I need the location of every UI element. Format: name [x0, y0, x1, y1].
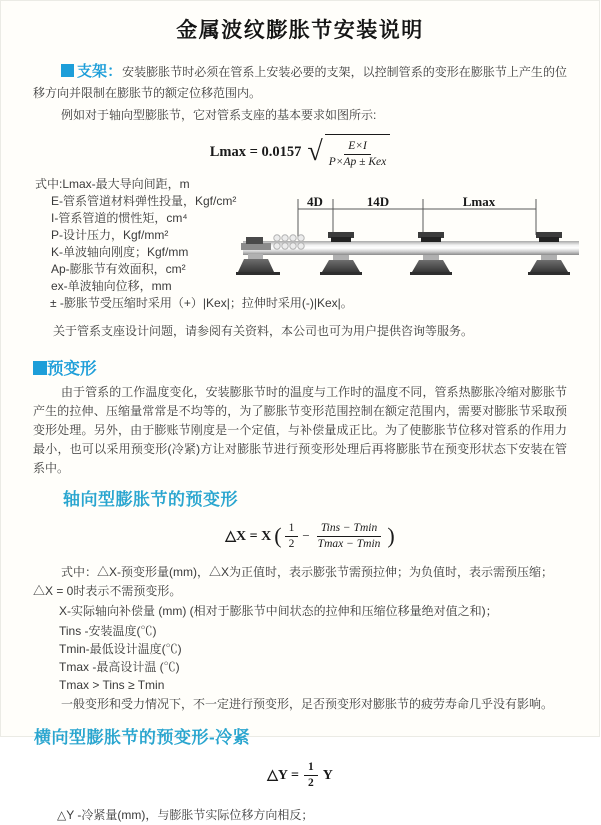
- delta-x-explanation: 式中：△X-预变形量(mm)，△X为正值时，表示膨张节需预拉伸；为负值时，表示需预压缩；△X = 0时表示不需预变形。: [33, 565, 553, 598]
- temperature-line: Tmax > Tins ≥ Tmin: [59, 677, 165, 692]
- half-numerator: 1: [304, 760, 318, 776]
- sqrt-symbol: √: [307, 136, 323, 167]
- pipe-support-diagram: [241, 193, 601, 293]
- predeform-note: 一般变形和受力情况下，不一定进行预变形，足否预变形对膨胀节的疲劳寿命几乎没有影响。: [61, 696, 554, 711]
- one-half-fraction: [285, 521, 299, 552]
- formula-delta-x: [1, 518, 599, 554]
- definition-line: E-管系管道材料弹性投量，Kgf/cm²: [51, 194, 237, 208]
- open-paren: (: [274, 523, 282, 548]
- temperature-definitions-list: [59, 622, 599, 694]
- dimension-label-lmax: Lmax: [462, 194, 496, 209]
- formula-delta-y-rhs: Y: [322, 767, 333, 783]
- one-half-fraction: [304, 760, 318, 791]
- definition-line: Ap-膨胀节有效面积，cm²: [51, 262, 186, 276]
- support-intro-text: 安装膨胀节时必须在管系上安装必要的支架，以控制管系的变形在膨胀节上产生的位移方向并限制在膨胀节的额定位移范围内。: [33, 65, 567, 100]
- support-intro-paragraph: [33, 61, 567, 104]
- formula-lmax: [1, 133, 599, 171]
- temperature-line: Tmax -最高设计温 (℃): [59, 659, 180, 674]
- predeform-paragraph: 由于管系的工作温度变化，安装膨胀节时的温度与工作时的温度不同，管系热膨胀冷缩对膨胀节产生的拉伸、压缩量常常是不均等的，为了膨胀节变形范围控制在额定范围内，需要对膨胀节采取预变形处理。另外，由于膨账节刚度是一个定值，与补偿量成正比。为了使膨胀节位移对管系的作用力最小，也可以采用预变形(冷紧)方让对膨胀节进行预变形处理后再将膨胀节在预变形状态下安装在管系中。: [33, 385, 567, 475]
- temperature-line: Tmin-最低设计温度(℃): [59, 641, 182, 656]
- page-title: 金属波纹膨胀节安装说明: [176, 19, 424, 42]
- section-square-icon: [61, 64, 74, 77]
- half-denominator: 2: [288, 537, 295, 550]
- formula-delta-y: [1, 760, 599, 792]
- formula-lmax-lhs: Lmax = 0.0157: [209, 143, 302, 160]
- predeform-section-heading: [33, 355, 567, 379]
- formula-lmax-fraction: [325, 134, 391, 170]
- definition-line: ex-单波轴向位移，mm: [51, 279, 172, 293]
- formula-delta-x-lhs: △X = X: [225, 528, 272, 544]
- support-closing-note: 关于管系支座设计问题，请参阅有关资料，本公司也可为用户提供咨询等服务。: [53, 324, 474, 338]
- close-paren: ): [387, 523, 395, 548]
- formula-delta-y-lhs: △Y =: [267, 768, 299, 783]
- y-definition: △Y -冷紧量(mm)，与膨胀节实际位移方向相反；: [57, 807, 314, 822]
- definition-line: K-单波轴向刚度；Kgf/mm: [51, 245, 189, 259]
- axial-subheading: 轴向型膨胀节的预变形: [63, 490, 238, 509]
- support-section-heading: 支架：: [77, 63, 123, 80]
- section-square-icon: [33, 361, 47, 375]
- lateral-subheading: 横向型膨胀节的预变形-冷紧: [34, 727, 251, 747]
- formula-lmax-denominator: P×Ap ± Kex: [328, 156, 387, 168]
- support-example-paragraph: 例如对于轴向型膨胀节，它对管系支座的基本要求如图所示:: [61, 108, 377, 122]
- minus-operator: −: [302, 528, 310, 543]
- temp-denominator: Tmax − Tmin: [317, 537, 381, 550]
- half-numerator: 1: [285, 521, 299, 537]
- definition-line: 式中:Lmax-最大导向间距，m: [35, 177, 190, 191]
- temp-numerator: Tins − Tmin: [317, 521, 381, 537]
- definition-line: I-管系管道的惯性矩，cm⁴: [51, 211, 188, 225]
- definition-line: P-设计压力，Kgf/mm²: [51, 228, 169, 242]
- predeform-heading-label: 预变形: [47, 360, 97, 378]
- temperature-line: Tins -安装温度(℃): [59, 623, 157, 638]
- formula-lmax-numerator: E×I: [344, 139, 371, 155]
- temperature-fraction: [314, 521, 385, 552]
- dimension-label-4d: 4D: [307, 194, 323, 209]
- definition-line: ± -膨胀节受压缩时采用（+）|Kex|；拉伸时采用(-)|Kex|。: [50, 296, 353, 310]
- x-definition: X-实际轴向补偿量 (mm) (相对于膨胀节中间状态的拉伸和压缩位移量绝对值之和)；: [59, 604, 498, 618]
- dimension-label-14d: 14D: [366, 194, 390, 209]
- half-denominator: 2: [307, 777, 314, 789]
